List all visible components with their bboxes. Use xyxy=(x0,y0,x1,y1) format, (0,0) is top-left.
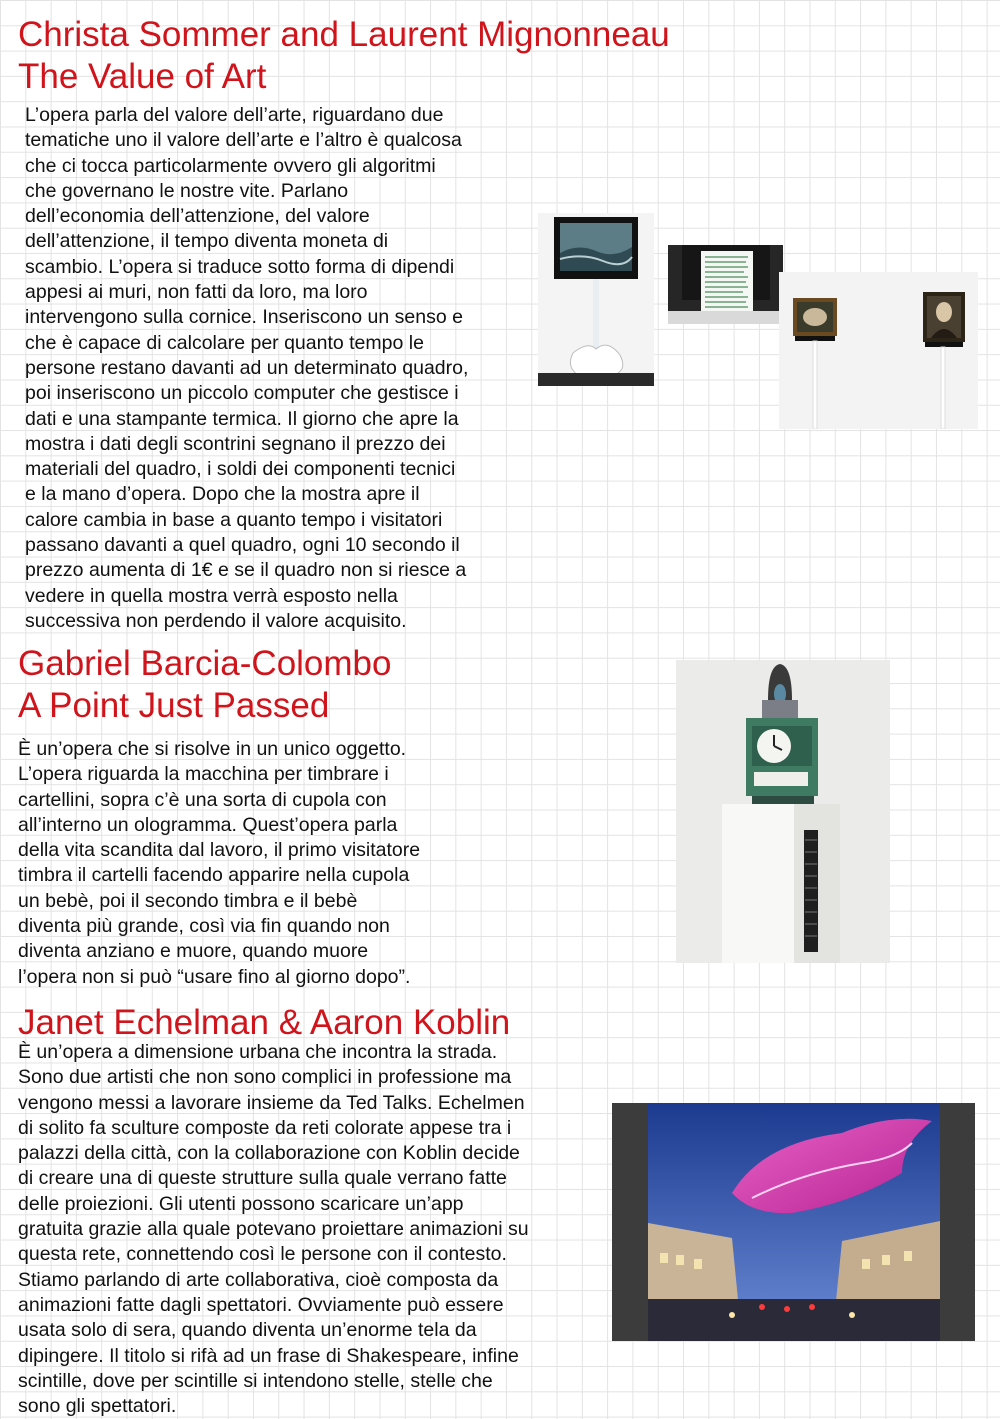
body-line: usata solo di sera, quando diventa un’enorme tela da xyxy=(18,1319,477,1342)
body-line: che governano le nostre vite. Parlano xyxy=(25,179,349,202)
body-line: persone restano davanti ad un determinato quadro, xyxy=(25,356,469,379)
body-line: dell’attenzione, il tempo diventa moneta di xyxy=(25,230,389,253)
body-line: appesi ai muri, non fatti da loro, ma loro xyxy=(25,281,368,304)
section-body-echelman-koblin xyxy=(18,1040,529,1419)
body-line: palazzi della città, con la collaborazione con Koblin decide xyxy=(18,1142,520,1165)
body-line: animazioni fatte dagli spettatori. Ovviamente può essere xyxy=(18,1293,504,1316)
body-line: un bebè, poi il secondo timbra e il bebè xyxy=(18,889,358,912)
body-line: Sono due artisti che non sono complici in professione ma xyxy=(18,1066,512,1089)
body-line: vengono messi a lavorare insieme da Ted Talks. Echelmen xyxy=(18,1091,525,1114)
body-line: che è capace di calcolare per quanto tempo le xyxy=(25,331,424,354)
section-title-a-point-just-passed xyxy=(18,643,391,727)
title-line: The Value of Art xyxy=(18,57,267,96)
body-line: L’opera parla del valore dell’arte, riguardano due xyxy=(25,104,444,126)
body-line: della vita scandita dal lavoro, il primo visitatore xyxy=(18,839,421,862)
body-line: questa rete, connettendo così le persone con il contesto. xyxy=(18,1243,507,1266)
body-line: diventa anziano e muore, quando muore xyxy=(18,940,369,963)
body-line: che ci tocca particolarmente ovvero gli algoritmi xyxy=(25,154,436,177)
body-line: delle proiezioni. Gli utenti possono scaricare un’app xyxy=(18,1192,464,1215)
body-line: l’opera non si può “usare fino al giorno dopo”. xyxy=(18,965,411,988)
artwork-photo-receipt-printer xyxy=(668,245,783,324)
body-line: scambio. L’opera si traduce sotto forma di dipendi xyxy=(25,255,455,278)
body-line: gratuita grazie alla quale potevano proiettare animazioni su xyxy=(18,1218,529,1241)
body-line: materiali del quadro, i soldi dei componenti tecnici xyxy=(25,458,456,481)
body-line: È un’opera a dimensione urbana che incontra la strada. xyxy=(18,1041,498,1063)
body-line: scintille, dove per scintille si intendono stelle, stelle che xyxy=(18,1369,493,1392)
artwork-photo-sky-sculpture xyxy=(612,1103,975,1341)
body-line: calore cambia in base a quanto tempo i visitatori xyxy=(25,508,443,531)
body-line: dell’economia dell’attenzione, del valore xyxy=(25,205,370,228)
body-line: L’opera riguarda la macchina per timbrare i xyxy=(18,763,389,786)
body-line: Stiamo parlando di arte collaborativa, cioè composta da xyxy=(18,1268,499,1291)
body-line: di solito fa sculture composte da reti colorate appese tra i xyxy=(18,1116,512,1139)
artwork-photo-portraits-wall xyxy=(779,272,978,429)
body-line: mostra i dati degli scontrini segnano il prezzo dei xyxy=(25,432,446,455)
body-line: all’interno un ologramma. Quest’opera parla xyxy=(18,813,398,836)
body-line: cartellini, sopra c’è una sorta di cupola con xyxy=(18,788,387,811)
body-line: intervengono sulla cornice. Inseriscono un senso e xyxy=(25,306,463,329)
body-line: diventa più grande, così via fin quando non xyxy=(18,915,390,938)
section-body-value-of-art xyxy=(25,103,468,634)
artwork-photo-time-clock xyxy=(676,660,890,963)
body-line: vedere in quella mostra verrà esposto nella xyxy=(25,584,398,607)
section-title-echelman-koblin xyxy=(18,1002,510,1044)
body-line: dati e una stampante termica. Il giorno che apre la xyxy=(25,407,459,430)
title-line: A Point Just Passed xyxy=(18,686,330,725)
body-line: prezzo aumenta di 1€ e se il quadro non si riesce a xyxy=(25,559,467,582)
title-line: Christa Sommer and Laurent Mignonneau xyxy=(18,15,670,54)
body-line: dipingere. Il titolo si rifà ad un frase di Shakespeare, infine xyxy=(18,1344,519,1367)
body-line: sono gli spettatori. xyxy=(18,1395,177,1418)
title-line: Janet Echelman & Aaron Koblin xyxy=(18,1003,511,1042)
body-line: tematiche uno il valore dell’arte e l’altro è qualcosa xyxy=(25,129,462,152)
section-title-value-of-art xyxy=(18,14,670,98)
body-line: passano davanti a quel quadro, ogni 10 secondo il xyxy=(25,534,460,557)
section-body-a-point-just-passed xyxy=(18,737,420,990)
body-line: timbra il cartelli facendo apparire nella cupola xyxy=(18,864,410,887)
body-line: di creare una di queste strutture sulla quale verrano fatte xyxy=(18,1167,507,1190)
body-line: e la mano d’opera. Dopo che la mostra apre il xyxy=(25,483,420,506)
title-line: Gabriel Barcia-Colombo xyxy=(18,644,392,683)
body-line: poi inseriscono un piccolo computer che gestisce i xyxy=(25,382,459,405)
body-line: È un’opera che si risolve in un unico oggetto. xyxy=(18,738,407,760)
artwork-photo-seascape-printer xyxy=(538,213,654,386)
body-line: successiva non perdendo il valore acquisito. xyxy=(25,609,407,632)
